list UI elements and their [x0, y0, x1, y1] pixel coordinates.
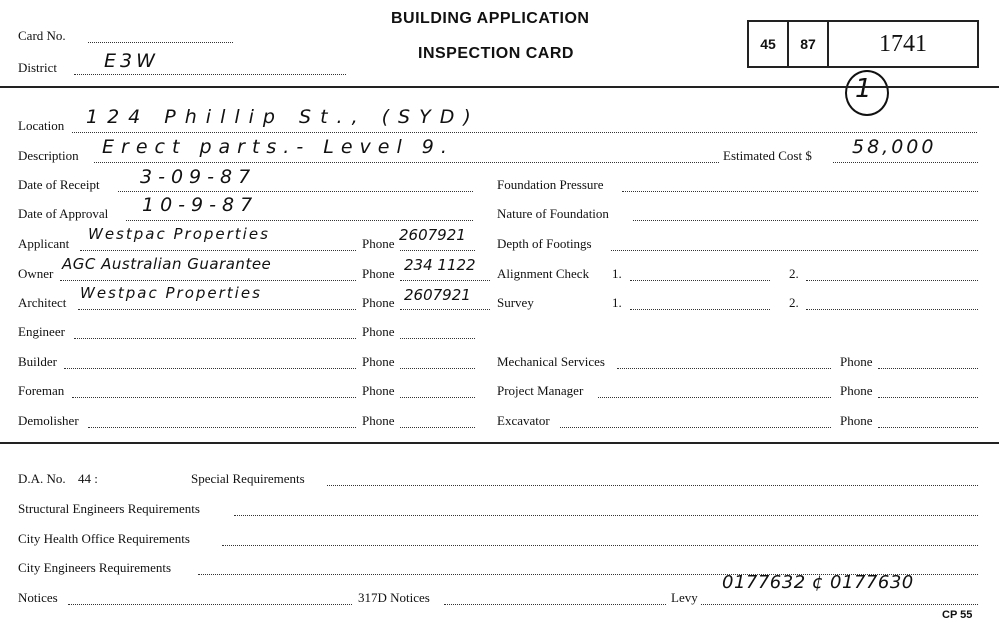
date-of-receipt-value: 3-09-87: [140, 166, 257, 188]
date-of-approval-label: Date of Approval: [18, 206, 109, 221]
location-label: Location: [18, 118, 65, 133]
header-divider: [0, 86, 999, 88]
levy-value: 0177632 ¢ 0177630: [722, 572, 914, 593]
builder-phone-field[interactable]: [400, 368, 475, 369]
district-value: E3W: [104, 50, 159, 72]
notices-label: Notices: [18, 590, 58, 605]
estimated-cost-value: 58,000: [852, 136, 937, 158]
alignment-check-label: Alignment Check: [497, 266, 590, 281]
city-health-label: City Health Office Requirements: [18, 531, 190, 546]
excavator-phone-label: Phone: [840, 413, 873, 428]
da-no-label: D.A. No.: [18, 471, 66, 486]
description-field[interactable]: [94, 162, 719, 163]
applicant-phone-field[interactable]: [400, 250, 475, 251]
description-value: Erect parts.- Level 9.: [102, 136, 454, 158]
demolisher-phone-label: Phone: [362, 413, 395, 428]
applicant-value: Westpac Properties: [88, 225, 270, 243]
project-manager-phone-field[interactable]: [878, 397, 978, 398]
special-requirements-label: Special Requirements: [191, 471, 305, 486]
excavator-label: Excavator: [497, 413, 550, 428]
card-number-prefix: 45: [749, 22, 789, 66]
nature-of-foundation-label: Nature of Foundation: [497, 206, 609, 221]
date-of-receipt-field[interactable]: [118, 191, 473, 192]
builder-label: Builder: [18, 354, 57, 369]
special-requirements-field[interactable]: [327, 485, 978, 486]
depth-of-footings-field[interactable]: [611, 250, 978, 251]
engineer-field[interactable]: [74, 338, 356, 339]
estimated-cost-field[interactable]: [833, 162, 978, 163]
footer-divider: [0, 442, 999, 444]
card-title-line1: BUILDING APPLICATION: [391, 10, 590, 27]
architect-phone-label: Phone: [362, 295, 395, 310]
project-manager-phone-label: Phone: [840, 383, 873, 398]
foreman-phone-label: Phone: [362, 383, 395, 398]
foreman-phone-field[interactable]: [400, 397, 475, 398]
notices-317d-label: 317D Notices: [358, 590, 430, 605]
demolisher-label: Demolisher: [18, 413, 79, 428]
mechanical-services-field[interactable]: [617, 368, 831, 369]
survey-label: Survey: [497, 295, 534, 310]
mechanical-services-label: Mechanical Services: [497, 354, 605, 369]
alignment-check-1-field[interactable]: [630, 280, 770, 281]
engineer-phone-label: Phone: [362, 324, 395, 339]
survey-2-field[interactable]: [806, 309, 978, 310]
mechanical-services-phone-field[interactable]: [878, 368, 978, 369]
alignment-check-2-label: 2.: [789, 266, 799, 281]
city-health-field[interactable]: [222, 545, 978, 546]
form-code: CP 55: [942, 609, 973, 621]
owner-value: AGC Australian Guarantee: [62, 255, 272, 273]
architect-field[interactable]: [78, 309, 356, 310]
foreman-field[interactable]: [72, 397, 356, 398]
architect-phone-value: 2607921: [404, 286, 471, 304]
applicant-label: Applicant: [18, 236, 70, 251]
demolisher-field[interactable]: [88, 427, 356, 428]
card-number-box: [747, 20, 979, 68]
architect-label: Architect: [18, 295, 67, 310]
city-engineers-label: City Engineers Requirements: [18, 560, 172, 575]
mechanical-services-phone-label: Phone: [840, 354, 873, 369]
estimated-cost-label: Estimated Cost $: [723, 148, 812, 163]
structural-engineers-label: Structural Engineers Requirements: [18, 501, 200, 516]
builder-phone-label: Phone: [362, 354, 395, 369]
notices-317d-field[interactable]: [444, 604, 666, 605]
engineer-phone-field[interactable]: [400, 338, 475, 339]
district-field[interactable]: [74, 74, 346, 75]
alignment-check-1-label: 1.: [612, 266, 622, 281]
date-of-approval-value: 10-9-87: [142, 194, 259, 216]
depth-of-footings-label: Depth of Footings: [497, 236, 592, 251]
foundation-pressure-field[interactable]: [622, 191, 978, 192]
notices-field[interactable]: [68, 604, 352, 605]
project-manager-label: Project Manager: [497, 383, 584, 398]
applicant-field[interactable]: [80, 250, 356, 251]
date-of-receipt-label: Date of Receipt: [18, 177, 100, 192]
card-number-main: 1741: [879, 30, 927, 57]
architect-value: Westpac Properties: [80, 284, 262, 302]
survey-2-label: 2.: [789, 295, 799, 310]
owner-phone-field[interactable]: [400, 280, 490, 281]
excavator-phone-field[interactable]: [878, 427, 978, 428]
date-of-approval-field[interactable]: [126, 220, 473, 221]
engineer-label: Engineer: [18, 324, 65, 339]
nature-of-foundation-field[interactable]: [633, 220, 978, 221]
demolisher-phone-field[interactable]: [400, 427, 475, 428]
card-title-line2: INSPECTION CARD: [418, 45, 574, 62]
applicant-phone-label: Phone: [362, 236, 395, 251]
owner-phone-value: 234 1122: [404, 256, 476, 274]
owner-field[interactable]: [60, 280, 356, 281]
description-label: Description: [18, 148, 79, 163]
foundation-pressure-label: Foundation Pressure: [497, 177, 604, 192]
architect-phone-field[interactable]: [400, 309, 490, 310]
applicant-phone-value: 2607921: [399, 226, 466, 244]
owner-phone-label: Phone: [362, 266, 395, 281]
da-no-value: 44 :: [78, 471, 98, 486]
levy-field[interactable]: [701, 604, 978, 605]
location-field[interactable]: [72, 132, 977, 133]
survey-1-field[interactable]: [630, 309, 770, 310]
card-number-year: 87: [789, 22, 829, 66]
builder-field[interactable]: [64, 368, 356, 369]
project-manager-field[interactable]: [598, 397, 831, 398]
alignment-check-2-field[interactable]: [806, 280, 978, 281]
levy-label: Levy: [671, 590, 698, 605]
survey-1-label: 1.: [612, 295, 622, 310]
excavator-field[interactable]: [560, 427, 831, 428]
structural-engineers-field[interactable]: [234, 515, 978, 516]
foreman-label: Foreman: [18, 383, 65, 398]
card-no-field[interactable]: [88, 42, 233, 43]
owner-label: Owner: [18, 266, 54, 281]
district-label: District: [18, 60, 57, 75]
circled-note-value: 1: [855, 74, 872, 104]
location-value: 124 Phillip St., (SYD): [86, 106, 480, 128]
card-no-label: Card No.: [18, 28, 66, 43]
